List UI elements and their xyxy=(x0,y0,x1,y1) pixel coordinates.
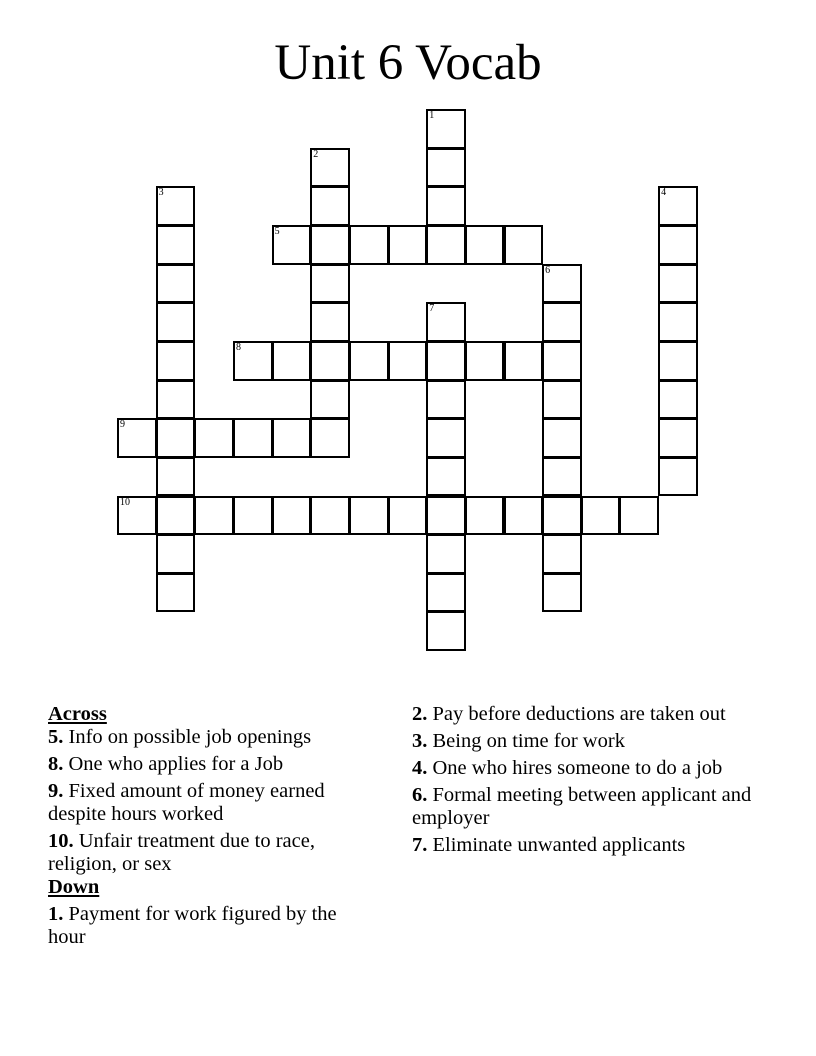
clue-number-label: 9 xyxy=(120,419,125,431)
grid-cell[interactable] xyxy=(426,380,466,420)
grid-cell[interactable] xyxy=(156,418,196,458)
clue-number: 1. xyxy=(48,903,64,925)
clue-number: 3. xyxy=(412,730,428,752)
grid-cell[interactable] xyxy=(310,225,350,265)
clue-text: Fixed amount of money earned despite hours worked xyxy=(48,780,325,825)
grid-cell[interactable] xyxy=(388,225,428,265)
grid-cell[interactable] xyxy=(272,418,312,458)
clue-number-label: 1 xyxy=(429,110,435,121)
grid-cell[interactable] xyxy=(504,341,544,381)
clue-across-9 xyxy=(48,780,378,826)
grid-cell[interactable] xyxy=(465,225,505,265)
clue-text: Payment for work figured by the hour xyxy=(48,903,337,948)
grid-cell[interactable] xyxy=(658,380,698,420)
grid-cell[interactable] xyxy=(426,496,466,536)
grid-cell[interactable] xyxy=(542,341,582,381)
crossword-grid xyxy=(118,110,698,652)
clue-down-7 xyxy=(412,834,752,857)
clue-number: 2. xyxy=(412,703,428,725)
clue-number-label: 4 xyxy=(661,187,667,199)
grid-cell[interactable] xyxy=(658,341,698,381)
clue-text: One who applies for a Job xyxy=(63,753,284,775)
grid-cell[interactable] xyxy=(117,496,157,536)
grid-cell[interactable] xyxy=(426,611,466,651)
grid-cell[interactable] xyxy=(388,341,428,381)
grid-cell[interactable] xyxy=(233,496,273,536)
clue-number: 8. xyxy=(48,753,64,775)
clue-text: Formal meeting between applicant and employer xyxy=(412,784,752,829)
grid-cell[interactable] xyxy=(658,225,698,265)
clue-down-1 xyxy=(48,903,378,949)
grid-cell[interactable] xyxy=(542,380,582,420)
grid-cell[interactable] xyxy=(156,264,196,304)
grid-cell[interactable] xyxy=(619,496,659,536)
clue-number: 7. xyxy=(412,834,428,856)
grid-cell[interactable] xyxy=(310,380,350,420)
clue-text: Eliminate unwanted applicants xyxy=(427,834,686,856)
clue-down-2 xyxy=(412,703,752,726)
clue-text: Info on possible job openings xyxy=(63,726,312,748)
clue-across-10 xyxy=(48,830,378,876)
grid-cell[interactable] xyxy=(581,496,621,536)
clue-number: 9. xyxy=(48,780,64,802)
clue-number-label: 8 xyxy=(235,341,241,353)
grid-cell[interactable] xyxy=(542,573,582,613)
grid-cell[interactable] xyxy=(349,341,389,381)
clues-right-column xyxy=(412,703,752,861)
grid-cell[interactable] xyxy=(156,186,196,226)
grid-cell[interactable] xyxy=(272,341,312,381)
clue-text: Being on time for work xyxy=(427,730,625,752)
grid-cell[interactable] xyxy=(156,341,196,381)
clue-number-label: 10 xyxy=(120,496,130,508)
clue-number-label: 5 xyxy=(274,225,280,237)
grid-cell[interactable] xyxy=(426,341,466,381)
grid-cell[interactable] xyxy=(542,302,582,342)
grid-cell[interactable] xyxy=(426,148,466,188)
grid-cell[interactable] xyxy=(272,496,312,536)
grid-cell[interactable] xyxy=(233,341,273,381)
grid-cell[interactable] xyxy=(156,573,196,613)
clue-text: Pay before deductions are taken out xyxy=(427,703,726,725)
page-title: Unit 6 Vocab xyxy=(274,35,542,91)
grid-cell[interactable] xyxy=(310,341,350,381)
grid-cell[interactable] xyxy=(542,496,582,536)
grid-cell[interactable] xyxy=(426,302,466,342)
grid-cell[interactable] xyxy=(310,264,350,304)
grid-cell[interactable] xyxy=(658,186,698,226)
clue-text: One who hires someone to do a job xyxy=(427,757,723,779)
grid-cell[interactable] xyxy=(542,534,582,574)
grid-cell[interactable] xyxy=(542,457,582,497)
clue-number-label: 6 xyxy=(545,264,551,276)
grid-cell[interactable] xyxy=(310,186,350,226)
grid-cell[interactable] xyxy=(542,418,582,458)
clue-number: 10. xyxy=(48,830,74,852)
grid-cell[interactable] xyxy=(156,457,196,497)
grid-cell[interactable] xyxy=(310,418,350,458)
grid-cell[interactable] xyxy=(156,534,196,574)
clue-number-label: 7 xyxy=(429,303,435,315)
grid-cell[interactable] xyxy=(426,418,466,458)
grid-cell[interactable] xyxy=(426,109,466,149)
clue-number-label: 2 xyxy=(313,148,319,160)
clue-down-6 xyxy=(412,784,752,830)
grid-cell[interactable] xyxy=(465,496,505,536)
grid-cell[interactable] xyxy=(156,302,196,342)
grid-cell[interactable] xyxy=(426,225,466,265)
down-heading: Down xyxy=(48,876,100,898)
grid-cell[interactable] xyxy=(310,148,350,188)
grid-cell[interactable] xyxy=(658,264,698,304)
grid-cell[interactable] xyxy=(310,496,350,536)
grid-cell[interactable] xyxy=(504,496,544,536)
grid-cell[interactable] xyxy=(233,418,273,458)
clue-down-4 xyxy=(412,757,752,780)
clue-across-5 xyxy=(48,726,378,749)
grid-cell[interactable] xyxy=(658,457,698,497)
grid-cell[interactable] xyxy=(465,341,505,381)
grid-cell[interactable] xyxy=(426,186,466,226)
grid-cell[interactable] xyxy=(504,225,544,265)
grid-cell[interactable] xyxy=(426,457,466,497)
grid-cell[interactable] xyxy=(388,496,428,536)
grid-cell[interactable] xyxy=(310,302,350,342)
clue-across-8 xyxy=(48,753,378,776)
grid-cell[interactable] xyxy=(542,264,582,304)
clue-number: 6. xyxy=(412,784,428,806)
grid-cell[interactable] xyxy=(156,380,196,420)
grid-cell[interactable] xyxy=(658,302,698,342)
grid-cell[interactable] xyxy=(117,418,157,458)
clue-number: 4. xyxy=(412,757,428,779)
grid-cell[interactable] xyxy=(156,496,196,536)
clue-number-label: 3 xyxy=(158,187,164,199)
grid-cell[interactable] xyxy=(349,225,389,265)
grid-cell[interactable] xyxy=(426,534,466,574)
across-heading: Across xyxy=(48,703,107,725)
grid-cell[interactable] xyxy=(349,496,389,536)
grid-cell[interactable] xyxy=(658,418,698,458)
clue-number: 5. xyxy=(48,726,64,748)
clue-down-3 xyxy=(412,730,752,753)
clues-left-column xyxy=(48,703,378,953)
grid-cell[interactable] xyxy=(156,225,196,265)
grid-cell[interactable] xyxy=(194,496,234,536)
grid-cell[interactable] xyxy=(272,225,312,265)
clue-text: Unfair treatment due to race, religion, or sex xyxy=(48,830,315,875)
grid-cell[interactable] xyxy=(426,573,466,613)
grid-cell[interactable] xyxy=(194,418,234,458)
